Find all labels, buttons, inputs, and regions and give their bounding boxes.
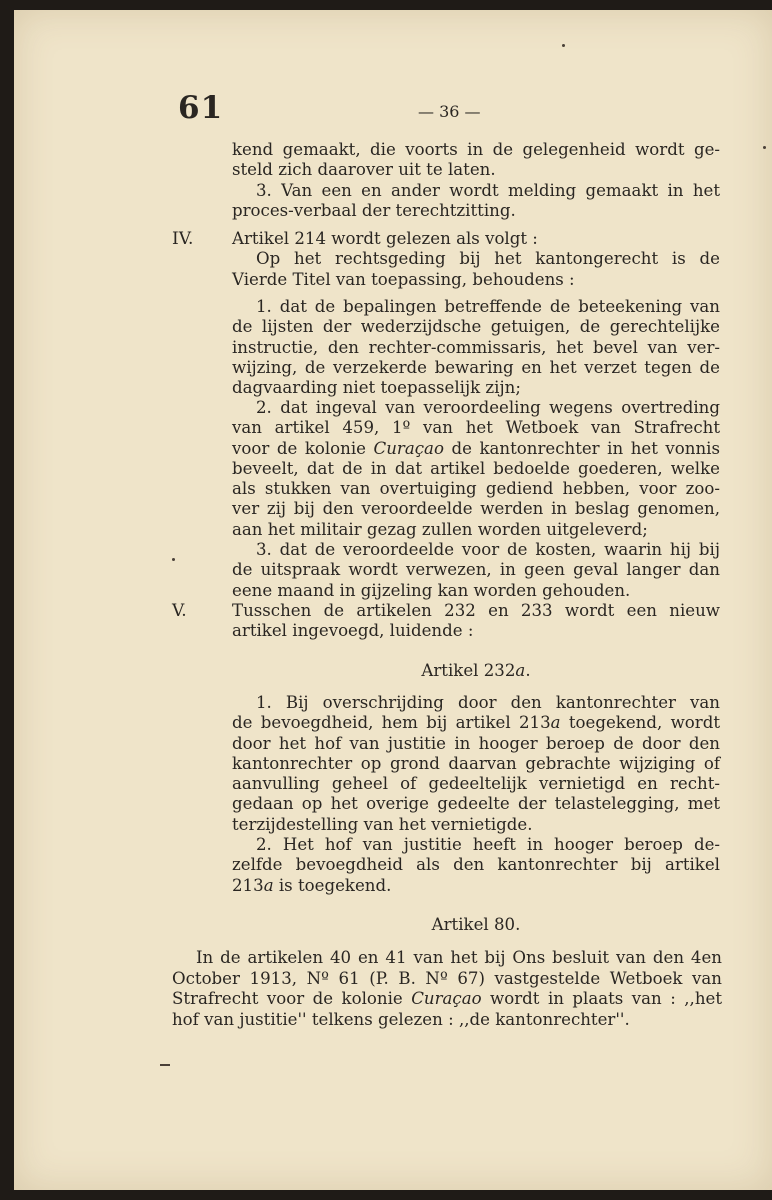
text-line: de lijsten der wederzijdsche getuigen, de gerechtelijke [232,317,720,337]
section-iv-item-2 [232,398,720,540]
text-line: 2. Het hof van justitie heeft in hooger beroep de- [256,835,720,854]
text-line: door het hof van justitie in hooger beroep de door den [232,733,720,753]
section-iv-item-1 [232,297,720,398]
text-line: 1. dat de bepalingen betreffende de beteekening van [256,297,720,316]
text-line: wijzing, de verzekerde bewaring en het verzet tegen de [232,357,720,377]
text-line: zelfde bevoegdheid als den kantonrechter bij artikel [232,855,720,875]
article-232a-paragraph-2 [232,835,720,896]
document-page [14,10,772,1190]
text-line: van artikel 459, 1º van het Wetboek van Strafrecht [232,418,720,438]
section-marker-iv: IV. [172,229,194,249]
section-v-text [232,601,720,642]
text-line: gedaan op het overige gedeelte der telastelegging, met [232,794,720,814]
text-line: dagvaarding niet toepasselijk zijn; [232,378,521,398]
text-line: 3. Van een en ander wordt melding gemaakt in het [256,180,720,200]
text-line: 2. dat ingeval van veroordeeling wegens overtreding [256,398,720,417]
text-line: 213a is toegekend. [232,875,392,895]
paper-speck [160,1064,170,1066]
text-line: In de artikelen 40 en 41 van het bij Ons besluit van den 4en [196,948,722,967]
text-line: kantonrechter op grond daarvan gebrachte wijziging of [232,753,720,773]
article-232a-paragraph-1 [232,693,720,835]
text-line: artikel ingevoegd, luidende : [232,621,474,641]
paper-speck [172,558,175,561]
text-line: terzijdestelling van het vernietigde. [232,814,533,834]
text-line: eene maand in gijzeling kan worden gehouden. [232,580,631,600]
italic-place-name: Curaçao [373,438,444,458]
text-line: als stukken van overtuiging gediend hebben, voor zoo- [232,479,720,499]
text-line: voor de kolonie Curaçao de kantonrechter in het vonnis [232,438,720,458]
text-line: ver zij bij den veroordeelde werden in beslag genomen, [232,499,720,519]
text-line: aanvulling geheel of gedeeltelijk vernietigd en recht- [232,774,720,794]
text-line: 3. dat de veroordeelde voor de kosten, waarin hij bij [256,540,720,559]
text-line: Op het rechtsgeding bij het kantongerecht is de [256,249,720,269]
text-line: 1. Bij overschrijding door den kantonrechter van [256,693,720,712]
text-line: proces-verbaal der terechtzitting. [232,200,516,220]
text-line: Vierde Titel van toepassing, behoudens : [232,269,575,289]
text-line: kend gemaakt, die voorts in de gelegenheid wordt ge- [232,140,720,159]
text-line: hof van justitie'' telkens gelezen : ,,de kantonrechter''. [172,1009,630,1029]
text-line: aan het militair gezag zullen worden uitgeleverd; [232,519,648,539]
text-line: beveelt, dat de in dat artikel bedoelde goederen, welke [232,458,720,478]
text-line: Artikel 214 wordt gelezen als volgt : [232,229,538,248]
text-line: October 1913, Nº 61 (P. B. Nº 67) vastgestelde Wetboek van [172,968,722,988]
text-line: de bevoegdheid, hem bij artikel 213a toegekend, wordt [232,713,720,733]
section-marker-v: V. [172,601,187,621]
article-232a-heading: Artikel 232a. [421,661,531,680]
text-line: Strafrecht voor de kolonie Curaçao wordt in plaats van : ,,het [172,989,722,1008]
section-iv-intro [232,229,720,290]
page-number: — 36 — [418,102,481,121]
text-line: de uitspraak wordt verwezen, in geen geval langer dan [232,560,720,580]
article-80-paragraph [172,948,722,1030]
text-line: steld zich daarover uit te laten. [232,160,496,180]
section-iv-item-3 [232,540,720,601]
text-line: Tusschen de artikelen 232 en 233 wordt een nieuw [232,601,720,620]
paper-speck [763,146,766,149]
paper-speck [562,44,565,47]
article-80-heading: Artikel 80. [431,915,521,934]
text-line: instructie, den rechter-commissaris, het bevel van ver- [232,337,720,357]
folio-number: 61 [178,90,224,126]
intro-paragraph [232,140,720,221]
